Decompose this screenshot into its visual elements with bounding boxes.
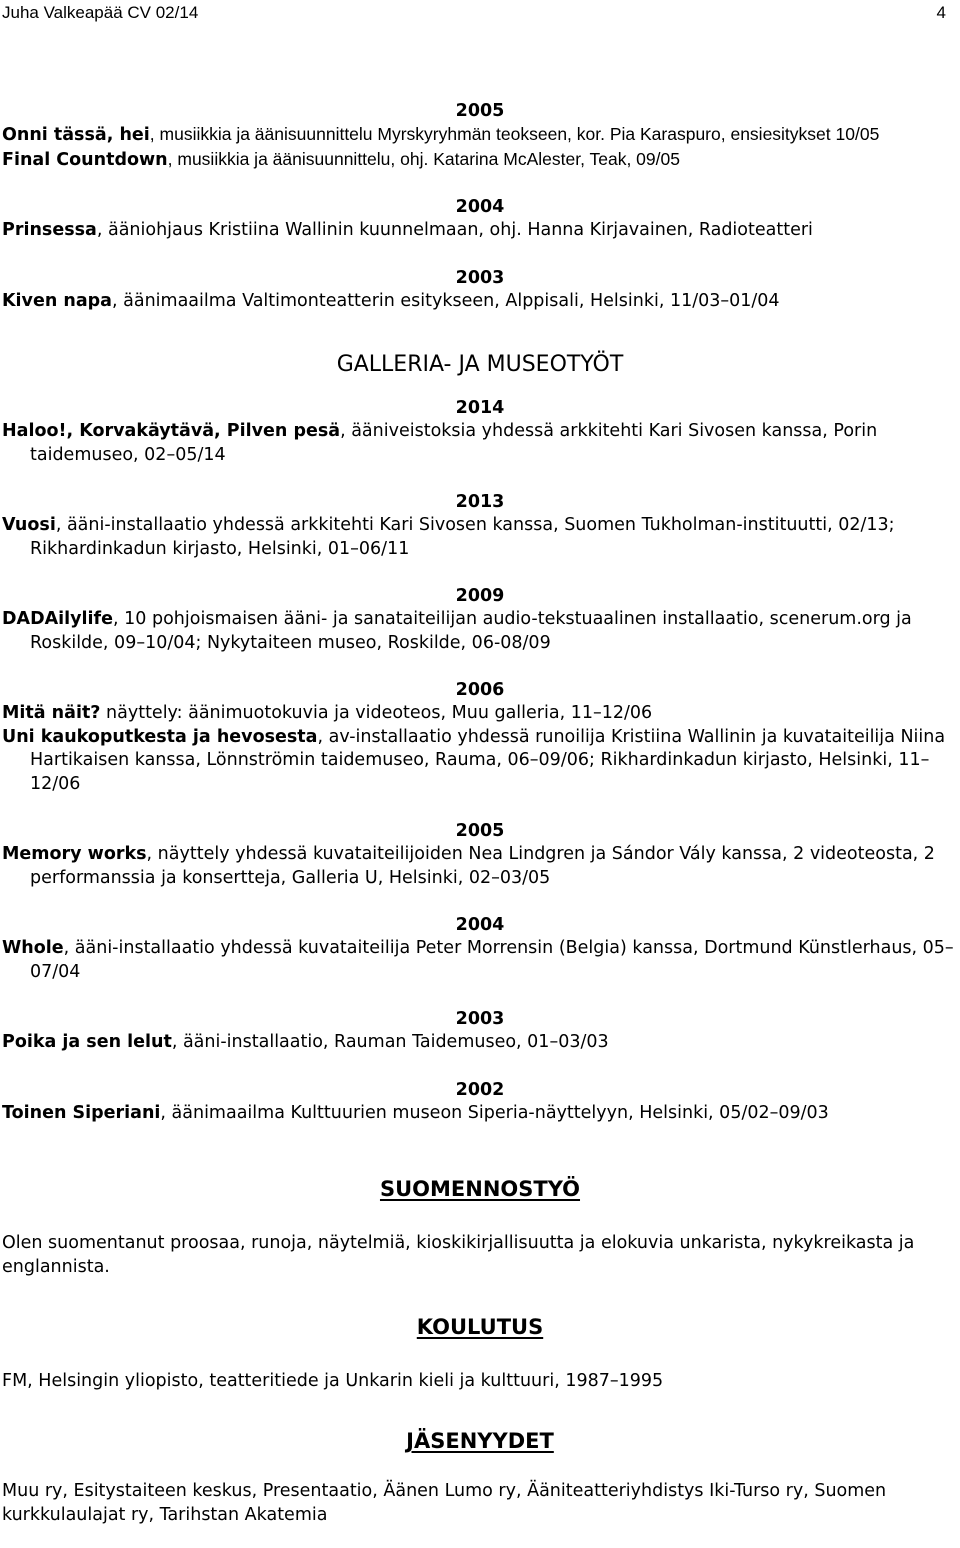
section-heading-gallery: GALLERIA- JA MUSEOTYÖT xyxy=(336,352,624,377)
work-entry xyxy=(2,937,960,984)
work-description: näyttely: äänimuotokuvia ja videoteos, Muu galleria, 11–12/06 xyxy=(100,703,653,723)
year-heading: 2005 xyxy=(455,821,505,841)
year-heading: 2013 xyxy=(455,492,505,512)
work-entry xyxy=(2,726,960,797)
page-header xyxy=(0,0,960,30)
section-heading-translation: SUOMENNOSTYÖ xyxy=(379,1177,581,1201)
work-entry xyxy=(2,219,960,243)
work-entry xyxy=(2,702,960,726)
translation-section xyxy=(2,1175,960,1279)
work-entry xyxy=(2,843,960,890)
translation-text: Olen suomentanut proosaa, runoja, näytelmiä, kioskikirjallisuutta ja elokuvia unkarista, nykykreikasta ja englannista. xyxy=(2,1233,915,1277)
radio-section xyxy=(2,100,960,313)
work-description: , näyttely yhdessä kuvataiteilijoiden Nea Lindgren ja Sándor Vály kanssa, 2 videoteosta, 2 performanssia ja konsertteja, Galleria U, Helsinki, 02–03/05 xyxy=(30,844,935,888)
work-title: Mitä näit? xyxy=(2,703,101,723)
work-entry xyxy=(2,608,960,655)
year-heading: 2006 xyxy=(455,680,505,700)
section-heading-memberships: JÄSENYYDET xyxy=(406,1429,554,1453)
year-heading: 2004 xyxy=(455,197,505,217)
work-title: DADAilylife xyxy=(2,609,114,629)
work-description: , musiikkia ja äänisuunnittelu Myrskyryhmän teokseen, kor. Pia Karaspuro, ensiesitykset 10/05 xyxy=(149,124,880,144)
cv-page-body xyxy=(2,100,960,1527)
work-entry xyxy=(2,1031,960,1055)
work-description: , ääniohjaus Kristiina Wallinin kuunnelmaan, ohj. Hanna Kirjavainen, Radioteatteri xyxy=(96,220,813,240)
year-heading: 2005 xyxy=(455,101,505,121)
work-description: , av-installaatio yhdessä runoilija Kristiina Wallinin ja kuvataiteilija Niina Hartikaisen kanssa, Lönnströmin taidemuseo, Rauma, 06–09/06; Rikhardinkadun kirjasto, Helsinki, 11–12/06 xyxy=(30,726,946,794)
work-description: , äänimaailma Kulttuurien museon Siperia-näyttelyyn, Helsinki, 05/02–09/03 xyxy=(160,1102,829,1123)
work-title: Kiven napa xyxy=(2,290,112,311)
work-description: , ääni-installaatio, Rauman Taidemuseo, 01–03/03 xyxy=(171,1032,609,1052)
work-entry xyxy=(2,290,960,314)
work-title: Memory works xyxy=(2,844,147,864)
work-entry xyxy=(2,123,960,148)
work-title: Onni tässä, hei xyxy=(2,125,150,145)
section-heading-education: KOULUTUS xyxy=(416,1315,544,1339)
memberships-text: Muu ry, Esitystaiteen keskus, Presentaatio, Äänen Lumo ry, Ääniteatteriyhdistys Iki-Turso ry, Suomen kurkkulaulajat ry, Tarihstan Akatemia xyxy=(2,1481,887,1525)
year-heading: 2014 xyxy=(455,398,505,418)
year-heading: 2003 xyxy=(455,267,505,288)
work-entry xyxy=(2,420,960,467)
work-title: Prinsessa xyxy=(2,220,97,240)
work-title: Poika ja sen lelut xyxy=(2,1032,172,1052)
work-description: , ääniveistoksia yhdessä arkkitehti Kari Sivosen kanssa, Porin taidemuseo, 02–05/14 xyxy=(30,421,878,465)
education-text: FM, Helsingin yliopisto, teatteritiede ja Unkarin kieli ja kulttuuri, 1987–1995 xyxy=(2,1371,664,1391)
year-heading: 2003 xyxy=(455,1009,505,1029)
year-heading: 2009 xyxy=(455,586,505,606)
memberships-section xyxy=(2,1427,960,1527)
work-title: Haloo!, Korvakäytävä, Pilven pesä xyxy=(2,421,341,441)
document-title: Juha Valkeapää CV 02/14 xyxy=(2,3,199,22)
work-title: Final Countdown xyxy=(2,149,168,170)
work-description: , äänimaailma Valtimonteatterin esitykseen, Alppisali, Helsinki, 11/03–01/04 xyxy=(112,290,780,311)
work-title: Toinen Siperiani xyxy=(2,1102,161,1123)
page-number: 4 xyxy=(936,3,946,22)
work-title: Whole xyxy=(2,938,64,958)
gallery-section xyxy=(2,351,960,1125)
work-title: Vuosi xyxy=(2,515,56,535)
work-description: , 10 pohjoismaisen ääni- ja sanataiteilijan audio-tekstuaalinen installaatio, scenerum.org ja Roskilde, 09–10/04; Nykytaiteen museo, Roskilde, 06-08/09 xyxy=(30,609,912,653)
year-heading: 2002 xyxy=(455,1079,505,1100)
work-description: , ääni-installaatio yhdessä arkkitehti Kari Sivosen kanssa, Suomen Tukholman-instituutti, 02/13; Rikhardinkadun kirjasto, Helsinki, 01–06/11 xyxy=(30,515,895,559)
year-heading: 2004 xyxy=(455,915,505,935)
work-title: Uni kaukoputkesta ja hevosesta xyxy=(2,726,318,747)
work-entry xyxy=(2,1102,960,1126)
work-description: , musiikkia ja äänisuunnittelu, ohj. Katarina McAlester, Teak, 09/05 xyxy=(167,148,680,169)
work-description: , ääni-installaatio yhdessä kuvataiteilija Peter Morrensin (Belgia) kanssa, Dortmund Künstlerhaus, 05–07/04 xyxy=(30,938,954,982)
education-section xyxy=(2,1313,960,1393)
work-entry xyxy=(2,514,960,561)
work-entry xyxy=(2,148,960,173)
